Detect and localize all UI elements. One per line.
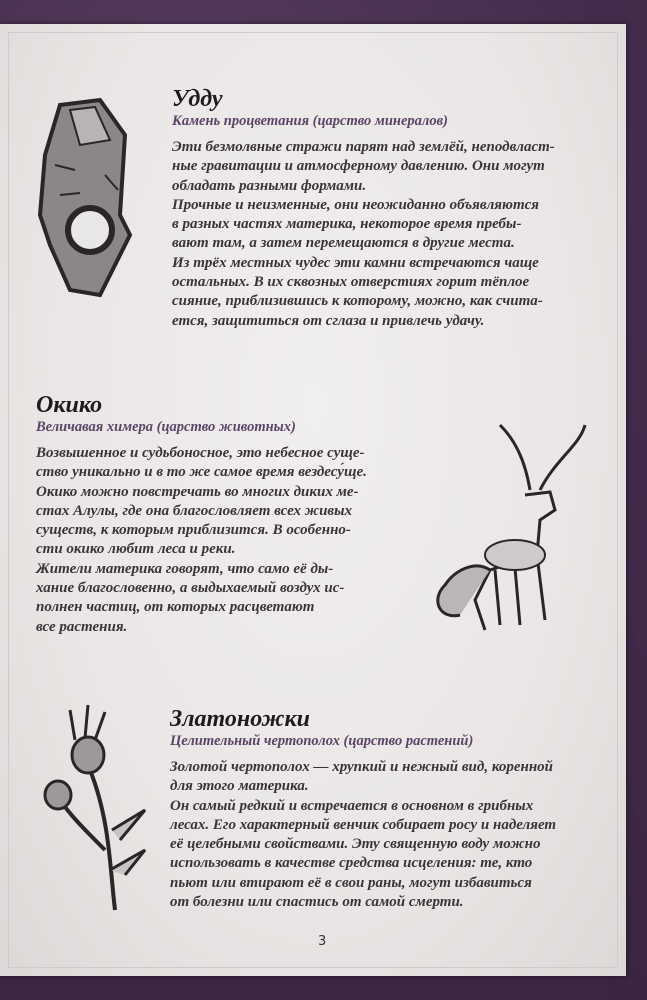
- body-line: Эти безмолвные стражи парят над землёй, неподвласт-: [172, 139, 555, 155]
- body-line: стах Алулы, где она благословляет всех живых: [36, 502, 353, 519]
- body-line: все растения.: [36, 618, 128, 635]
- body-line: Жители материка говорят, что само её ды-: [36, 560, 334, 577]
- body-line: её целебными свойствами. Эту священную воду можно: [170, 836, 541, 853]
- section-okiko: [36, 392, 367, 637]
- body-line: Прочные и неизменные, они неожиданно объявляются: [172, 196, 540, 213]
- section-title: Окико: [36, 392, 103, 418]
- uddu-stone-illustration: [30, 95, 145, 305]
- body-line: в разных частях материка, некоторое время пребы-: [172, 216, 522, 233]
- body-line: Возвышенное и судьбоносное, это небесное суще-: [36, 445, 365, 461]
- page-number: 3: [318, 934, 327, 949]
- body-line: Он самый редкий и встречается в основном в грибных: [170, 797, 534, 814]
- body-line: пьют или втирают её в свои раны, могут избавиться: [170, 874, 532, 891]
- section-uddu: [172, 86, 555, 331]
- body-line: обладать разными формами.: [172, 177, 367, 194]
- section-body: [36, 444, 367, 637]
- section-subtitle: Величавая химера (царство животных): [36, 419, 296, 435]
- body-line: Из трёх местных чудес эти камни встречаются чаще: [172, 254, 539, 271]
- body-line: сияние, приблизившись к которому, можно, как счита-: [172, 293, 543, 310]
- body-line: хание благословенно, а выдыхаемый воздух ис-: [36, 580, 345, 597]
- section-body: [170, 758, 556, 912]
- body-line: вают там, а затем перемещаются в другие места.: [172, 235, 515, 252]
- okiko-chimera-illustration: [415, 420, 595, 645]
- body-line: полнен частиц, от которых расцветают: [36, 599, 315, 616]
- body-line: ство уникально и в то же самое время вездесу́ще.: [36, 464, 367, 481]
- body-line: существ, к которым приблизится. В особенно-: [36, 522, 351, 539]
- body-line: остальных. В их сквозных отверстиях горит тёплое: [172, 274, 530, 291]
- section-title: Златоножки: [170, 706, 310, 732]
- body-line: ется, защититься от сглаза и привлечь удачу.: [172, 312, 485, 329]
- section-subtitle: Камень процветания (царство минералов): [172, 113, 448, 129]
- section-body: [172, 138, 555, 331]
- body-line: Золотой чертополох — хрупкий и нежный вид, коренной: [170, 759, 554, 775]
- body-line: для этого материка.: [170, 778, 309, 795]
- section-subtitle: Целительный чертополох (царство растений): [170, 733, 474, 749]
- section-title: Удду: [172, 86, 223, 112]
- section-zlatonozhki: [170, 706, 556, 912]
- body-line: использовать в качестве средства исцеления: те, кто: [170, 855, 533, 872]
- body-line: сти окико любит леса и реки.: [36, 541, 236, 558]
- body-line: Окико можно повстречать во многих диких ме-: [36, 483, 359, 500]
- body-line: от болезни или спастись от самой смерти.: [170, 894, 464, 911]
- zlatonozhki-thistle-illustration: [30, 700, 160, 915]
- body-line: лесах. Его характерный венчик собирает росу и наделяет: [170, 816, 557, 833]
- body-line: ные гравитации и атмосферному давлению. Они могут: [172, 158, 545, 175]
